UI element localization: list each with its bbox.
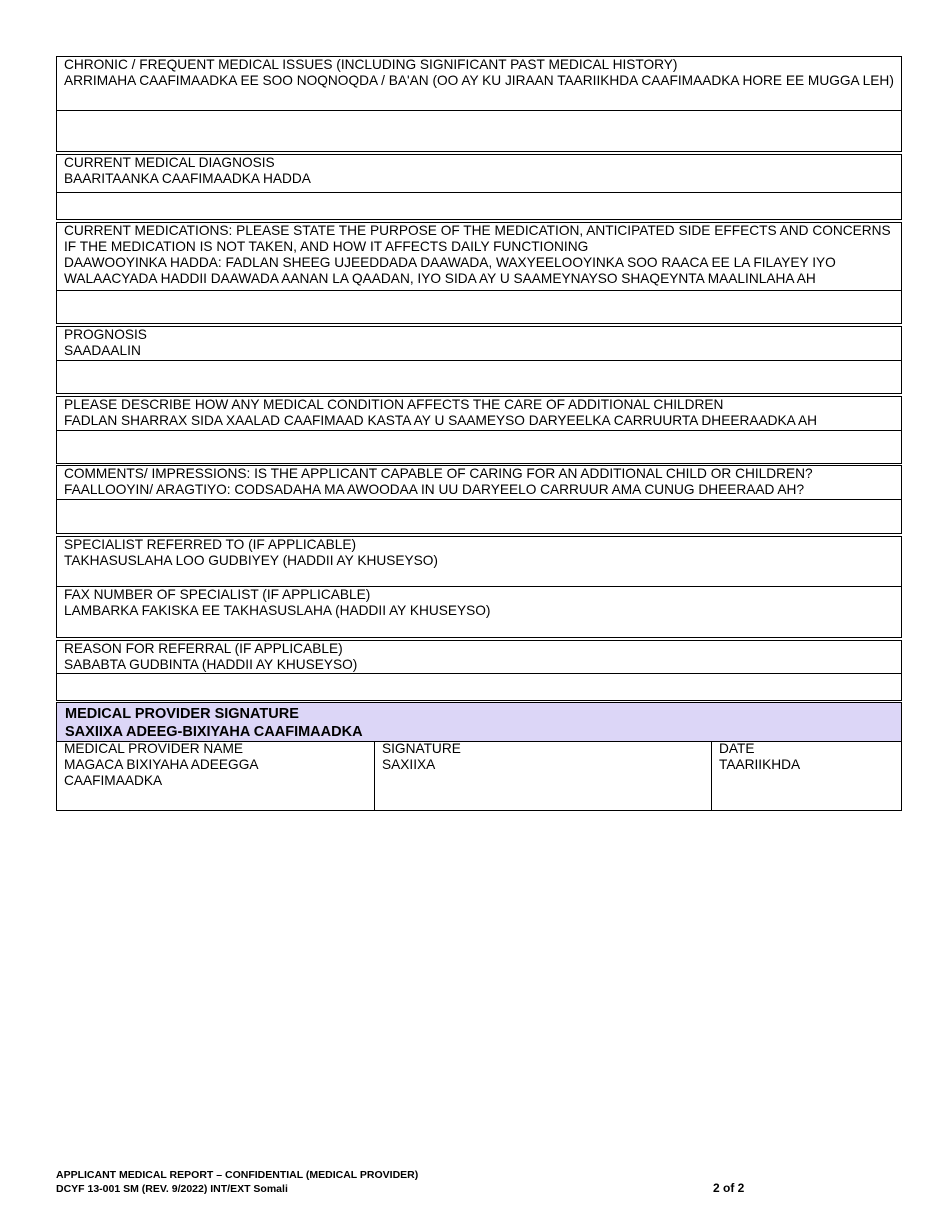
referral-reason-section bbox=[56, 640, 902, 701]
current-diagnosis-label bbox=[57, 155, 901, 193]
label-line-en: REASON FOR REFERRAL (IF APPLICABLE) bbox=[64, 641, 343, 656]
label-line-so: FAALLOOYIN/ ARAGTIYO: CODSADAHA MA AWOODAA IN UU DARYEELO CARRUUR AMA CUNUG DHEERAAD AH? bbox=[64, 482, 805, 497]
signature-header-so: SAXIIXA ADEEG-BIXIYAHA CAAFIMAADKA bbox=[65, 724, 363, 740]
page-number: 2 of 2 bbox=[713, 1181, 745, 1195]
label-line-so: SABABTA GUDBINTA (HADDII AY KHUSEYSO) bbox=[64, 657, 358, 672]
condition-effects-label bbox=[57, 397, 901, 431]
current-diagnosis-section bbox=[56, 154, 902, 220]
date-field[interactable] bbox=[712, 741, 901, 810]
comments-section bbox=[56, 465, 902, 534]
current-diagnosis-field[interactable] bbox=[57, 193, 901, 219]
signature-label-en: SIGNATURE bbox=[382, 741, 461, 756]
signature-header-en: MEDICAL PROVIDER SIGNATURE bbox=[65, 706, 299, 722]
label-line-so: LAMBARKA FAKISKA EE TAKHASUSLAHA (HADDII AY KHUSEYSO) bbox=[64, 603, 491, 618]
signature-row bbox=[56, 741, 902, 811]
footer-form-id: DCYF 13-001 SM (REV. 9/2022) INT/EXT Somali bbox=[56, 1183, 288, 1195]
current-medications-field[interactable] bbox=[57, 291, 901, 323]
current-medications-label bbox=[57, 223, 901, 291]
label-line-en: COMMENTS/ IMPRESSIONS: IS THE APPLICANT CAPABLE OF CARING FOR AN ADDITIONAL CHILD OR CHILDREN? bbox=[64, 466, 813, 481]
comments-label bbox=[57, 466, 901, 500]
label-line-so: DAAWOOYINKA HADDA: FADLAN SHEEG UJEEDDADA DAAWADA, WAXYEELOOYINKA SOO RAACA EE LA FILAYEY IYO WALAACYADA HADDII DAAWADA AANAN LA QAADAN, IYO SIDA AY U SAAMEYNAYSO SHAQEYNTA MAALINLAHA AH bbox=[64, 255, 840, 286]
provider-name-field[interactable] bbox=[57, 741, 375, 810]
referral-reason-field[interactable] bbox=[57, 674, 901, 700]
label-line-en: CURRENT MEDICATIONS: PLEASE STATE THE PURPOSE OF THE MEDICATION, ANTICIPATED SIDE EFFECTS AND CONCERNS IF THE MEDICATION IS NOT TAKEN, AND HOW IT AFFECTS DAILY FUNCTIONING bbox=[64, 223, 895, 254]
label-line-en: FAX NUMBER OF SPECIALIST (IF APPLICABLE) bbox=[64, 587, 371, 602]
current-medications-section bbox=[56, 222, 902, 324]
condition-effects-field[interactable] bbox=[57, 431, 901, 463]
provider-name-label-so: MAGACA BIXIYAHA ADEEGGA bbox=[64, 757, 259, 772]
provider-name-label-so-cont: CAAFIMAADKA bbox=[64, 773, 163, 788]
label-line-so: FADLAN SHARRAX SIDA XAALAD CAAFIMAAD KASTA AY U SAAMEYSO DARYEELKA CARRUURTA DHEERAADKA AH bbox=[64, 413, 818, 428]
prognosis-section bbox=[56, 326, 902, 394]
chronic-medical-issues-section bbox=[56, 56, 902, 152]
condition-effects-section bbox=[56, 396, 902, 464]
comments-field[interactable] bbox=[57, 500, 901, 533]
signature-section-header bbox=[56, 702, 902, 742]
chronic-medical-issues-field[interactable] bbox=[57, 111, 901, 151]
date-label-en: DATE bbox=[719, 741, 755, 756]
label-line-so: ARRIMAHA CAAFIMAADKA EE SOO NOQNOQDA / BA'AN (OO AY KU JIRAAN TAARIIKHDA CAAFIMAADKA HORE EE MUGGA LEH) bbox=[64, 73, 894, 88]
label-line-en: CHRONIC / FREQUENT MEDICAL ISSUES (INCLUDING SIGNIFICANT PAST MEDICAL HISTORY) bbox=[64, 57, 678, 72]
provider-name-label-en: MEDICAL PROVIDER NAME bbox=[64, 741, 243, 756]
signature-label-so: SAXIIXA bbox=[382, 757, 436, 772]
fax-number-label bbox=[57, 587, 901, 619]
label-line-so: SAADAALIN bbox=[64, 343, 141, 358]
referral-reason-label bbox=[57, 641, 901, 674]
prognosis-label bbox=[57, 327, 901, 361]
label-line-en: CURRENT MEDICAL DIAGNOSIS bbox=[64, 155, 275, 170]
date-label-so: TAARIIKHDA bbox=[719, 757, 801, 772]
label-line-so: TAKHASUSLAHA LOO GUDBIYEY (HADDII AY KHUSEYSO) bbox=[64, 553, 438, 568]
chronic-medical-issues-label bbox=[57, 57, 901, 111]
specialist-label bbox=[57, 537, 901, 569]
label-line-so: BAARITAANKA CAAFIMAADKA HADDA bbox=[64, 171, 311, 186]
prognosis-field[interactable] bbox=[57, 361, 901, 393]
label-line-en: PLEASE DESCRIBE HOW ANY MEDICAL CONDITION AFFECTS THE CARE OF ADDITIONAL CHILDREN bbox=[64, 397, 724, 412]
signature-field[interactable] bbox=[375, 741, 712, 810]
label-line-en: PROGNOSIS bbox=[64, 327, 147, 342]
specialist-section[interactable] bbox=[56, 536, 902, 587]
fax-number-section[interactable] bbox=[56, 586, 902, 638]
footer-title: APPLICANT MEDICAL REPORT – CONFIDENTIAL (MEDICAL PROVIDER) bbox=[56, 1169, 419, 1181]
form-footer bbox=[56, 1168, 418, 1196]
label-line-en: SPECIALIST REFERRED TO (IF APPLICABLE) bbox=[64, 537, 357, 552]
